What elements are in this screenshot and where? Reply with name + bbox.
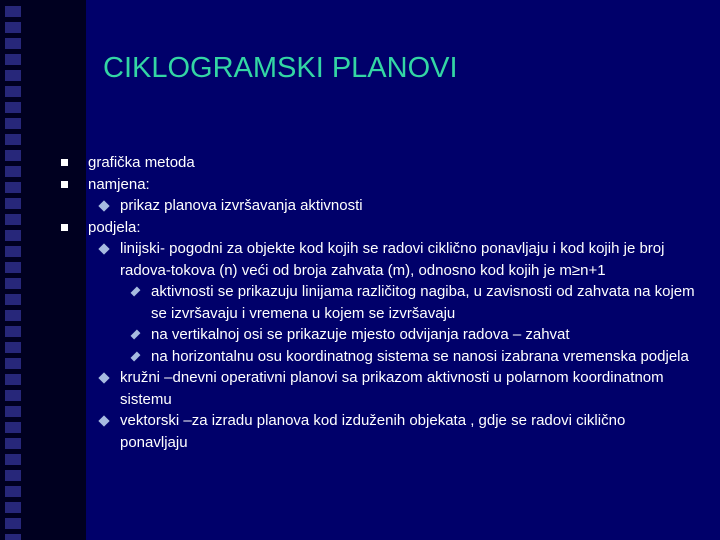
list-item-text: podjela:: [88, 218, 141, 236]
list-item-text: aktivnosti se prikazuju linijama različitog nagiba, u zavisnosti od zahvata na kojem se izvršavaju i vremena u kojem se izvršavaju: [151, 283, 695, 322]
list-item-text: grafička metoda: [88, 154, 195, 171]
list-item: [55, 238, 695, 281]
bullet-list: [55, 152, 695, 453]
diamond-bullet-icon: [98, 372, 109, 383]
list-item-text: na vertikalnoj osi se prikazuje mjesto odvijanja radova – zahvat: [151, 326, 570, 343]
list-item: [55, 367, 695, 410]
list-item-text: namjena:: [88, 175, 150, 193]
list-item-text: na horizontalnu osu koordinatnog sistema se nanosi izabrana vremenska podjela: [151, 347, 689, 365]
list-item: [55, 152, 695, 174]
list-item-text: prikaz planova izvršavanja aktivnosti: [120, 197, 363, 214]
list-item: [55, 281, 695, 324]
list-item-text: vektorski –za izradu planova kod izduženih objekata , gdje se radovi ciklično ponavljaju: [120, 412, 626, 451]
list-item: [55, 174, 695, 196]
diamond-bullet-icon: [98, 415, 109, 426]
list-item: [55, 195, 695, 217]
diamond-bullet-icon: [98, 243, 109, 254]
small-diamond-bullet-icon: [131, 330, 141, 340]
square-bullet-icon: [61, 181, 68, 188]
list-item: [55, 346, 695, 368]
slide-title: CIKLOGRAMSKI PLANOVI: [103, 52, 458, 84]
small-diamond-bullet-icon: [131, 351, 141, 361]
decorative-squares: [5, 6, 21, 540]
diamond-bullet-icon: [98, 200, 109, 211]
square-bullet-icon: [61, 159, 68, 166]
small-diamond-bullet-icon: [131, 287, 141, 297]
square-bullet-icon: [61, 224, 68, 231]
list-item: [55, 217, 695, 239]
list-item: [55, 324, 695, 346]
list-item-text: linijski- pogodni za objekte kod kojih se radovi ciklično ponavljaju i kod kojih je broj radova-tokova (n) veći od broja zahvata (m), odnosno kod kojih je m≥n+1: [120, 240, 665, 279]
list-item-text: kružni –dnevni operativni planovi sa prikazom aktivnosti u polarnom koordinatnom sistemu: [120, 369, 664, 408]
list-item: [55, 410, 695, 453]
